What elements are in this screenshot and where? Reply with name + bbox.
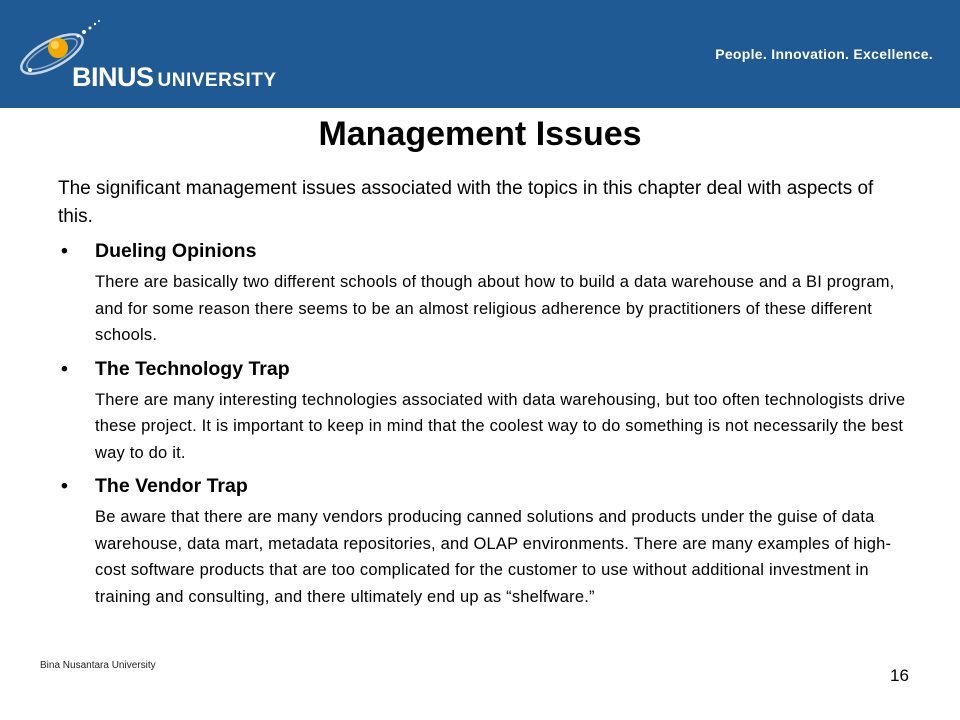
slide-title: Management Issues xyxy=(318,115,642,153)
section-heading-text: The Vendor Trap xyxy=(95,475,248,497)
tagline: People. Innovation. Excellence. xyxy=(715,46,933,62)
header-banner xyxy=(0,0,960,108)
section-heading-text: The Technology Trap xyxy=(95,357,290,380)
bullet: • xyxy=(61,357,68,380)
section-body-dueling-opinions: There are basically two different schools of though about how to build a data warehouse and a BI program, and for some reason there seems to be an almost religious adherence by practitioners of these different schools. xyxy=(95,273,895,344)
section-heading-vendor-trap xyxy=(58,472,908,500)
bullet: • xyxy=(61,240,68,262)
logo-wordmark xyxy=(72,62,277,93)
bullet: • xyxy=(61,475,68,497)
slide-content xyxy=(58,175,908,616)
page-number: 16 xyxy=(890,666,909,685)
logo-brand-suffix: UNIVERSITY xyxy=(157,70,277,91)
footer-organization: Bina Nusantara University xyxy=(40,660,156,671)
section-body-technology-trap: There are many interesting technologies associated with data warehousing, but too often technologists drive these project. It is important to keep in mind that the coolest way to do something is not necessarily the best way to do it. xyxy=(95,390,906,462)
section-heading-text: Dueling Opinions xyxy=(95,240,257,262)
section-heading-technology-trap xyxy=(58,355,908,383)
section-body-vendor-trap: Be aware that there are many vendors producing canned solutions and products under the guise of data warehouse, data mart, metadata repositories, and OLAP environments. There are many examples of high-cost software products that are too complicated for the customer to use without additional investment in training and consulting, and there ultimately end up as “shelfware.” xyxy=(95,508,892,606)
section-heading-dueling-opinions xyxy=(58,237,908,265)
logo-brand: BINUS xyxy=(72,62,154,92)
intro-text: The significant management issues associated with the topics in this chapter deal with aspects of this. xyxy=(58,178,874,227)
